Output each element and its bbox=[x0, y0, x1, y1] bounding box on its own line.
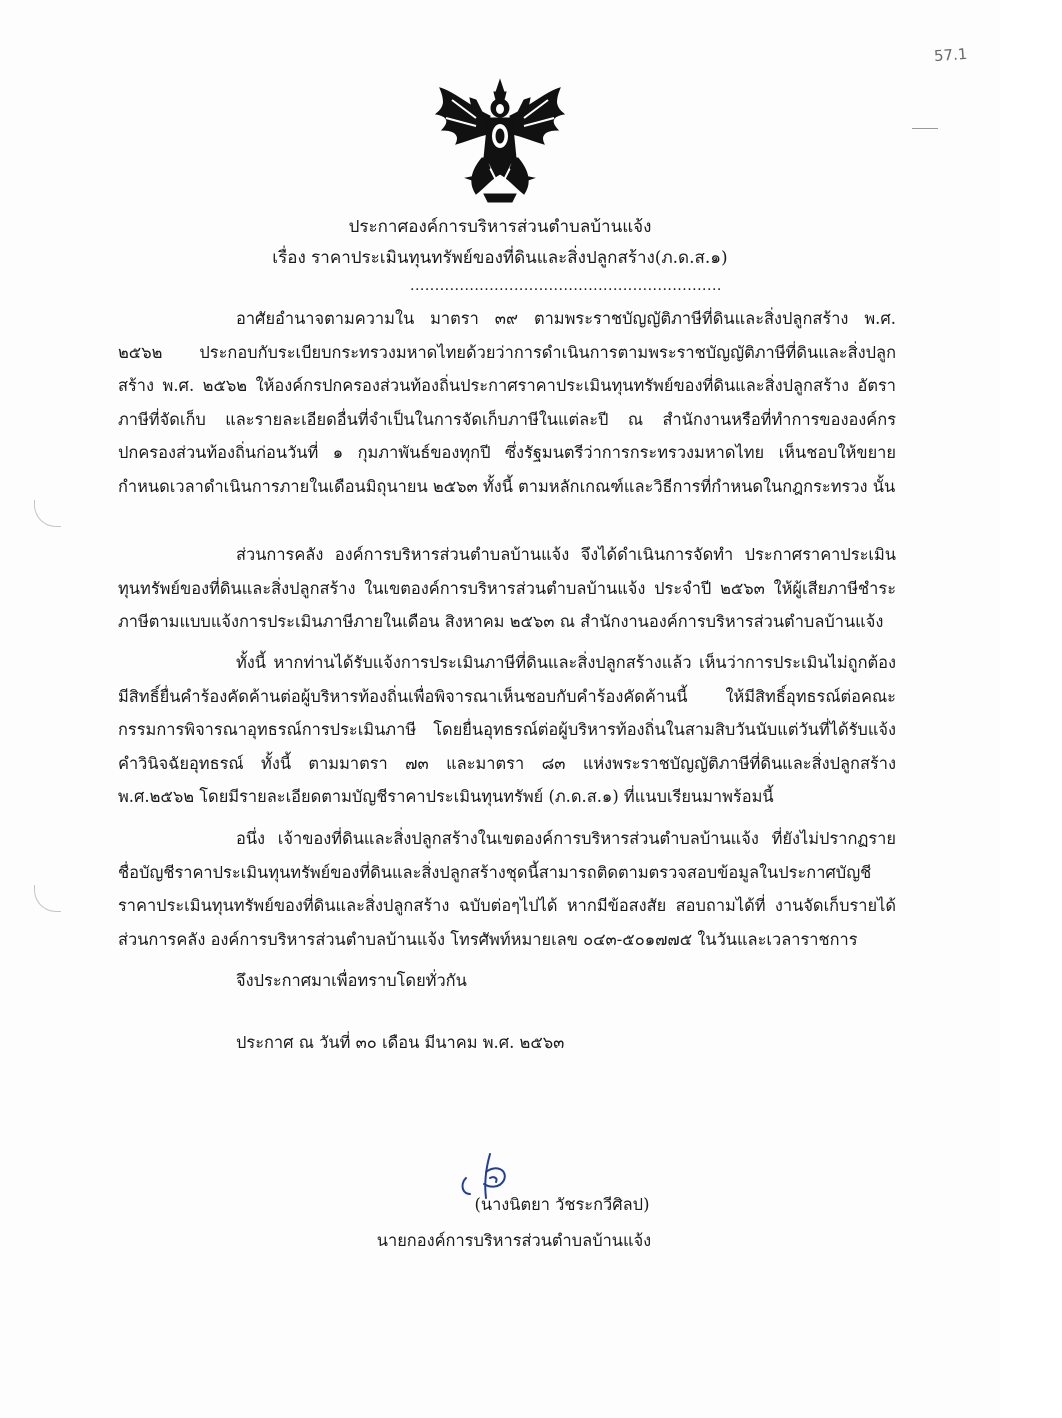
signatory-name: (นางนิตยา วัชระกวีศิลป) bbox=[474, 1195, 650, 1214]
garuda-emblem-icon bbox=[432, 78, 568, 204]
paragraph-text: ทั้งนี้ หากท่านได้รับแจ้งการประเมินภาษีที่ดินและสิ่งปลูกสร้างแล้ว เห็นว่าการประเมินไม่ถูกต้อง มีสิทธิ์ยื่นคำร้องคัดค้านต่อผู้บริหารท้องถิ่นเพื่อพิจารณาเห็นชอบกับคำร้องคัดค้านนี้ ให้มีสิทธิ์อุทธรณ์ต่อคณะกรรมการพิจารณาอุทธรณ์การประเมินภาษี โดยยื่นอุทธรณ์ต่อผู้บริหารท้องถิ่นในสามสิบวันนับแต่วันที่ได้รับแจ้งคำวินิจฉัยอุทธรณ์ ทั้งนี้ ตามมาตรา ๗๓ และมาตรา ๘๓ แห่งพระราชบัญญัติภาษีที่ดินและสิ่งปลูกสร้าง พ.ศ.๒๕๖๒ โดยมีรายละเอียดตามบัญชีราคาประเมินทุนทรัพย์ (ภ.ด.ส.๑) ที่แนบเรียนมาพร้อมนี้ bbox=[118, 653, 896, 807]
punch-hole-mark bbox=[34, 500, 61, 527]
page-number-mark: 57.1 bbox=[933, 44, 968, 66]
paragraph-text: อาศัยอำนาจตามความใน มาตรา ๓๙ ตามพระราชบัญญัติภาษีที่ดินและสิ่งปลูกสร้าง พ.ศ. ๒๕๖๒ ประกอบกับระเบียบกระทรวงมหาดไทยด้วยว่าการดำเนินการตามพระราชบัญญัติภาษีที่ดินและสิ่งปลูกสร้าง พ.ศ. ๒๕๖๒ ให้องค์กรปกครองส่วนท้องถิ่นประกาศราคาประเมินทุนทรัพย์ของที่ดินและสิ่งปลูกสร้าง อัตราภาษีที่จัดเก็บ และรายละเอียดอื่นที่จำเป็นในการจัดเก็บภาษีในแต่ละปี ณ สำนักงานหรือที่ทำการขององค์กรปกครองส่วนท้องถิ่นก่อนวันที่ ๑ กุมภาพันธ์ของทุกปี ซึ่งรัฐมนตรีว่าการกระทรวงมหาดไทย เห็นชอบให้ขยายกำหนดเวลาดำเนินการภายในเดือนมิถุนายน ๒๕๖๓ ทั้งนี้ ตามหลักเกณฑ์และวิธีการที่กำหนดในกฎกระทรวง นั้น bbox=[118, 309, 896, 496]
closing-announcement: จึงประกาศมาเพื่อทราบโดยทั่วกัน bbox=[236, 971, 467, 990]
paragraph-text: อนึ่ง เจ้าของที่ดินและสิ่งปลูกสร้างในเขตองค์การบริหารส่วนตำบลบ้านแจ้ง ที่ยังไม่ปรากฏรายชื่อบัญชีราคาประเมินทุนทรัพย์ของที่ดินและสิ่งปลูกสร้างชุดนี้สามารถติดตามตรวจสอบข้อมูลในประกาศบัญชีราคาประเมินทุนทรัพย์ของที่ดินและสิ่งปลูกสร้าง ฉบับต่อๆไปได้ หากมีข้อสงสัย สอบถามได้ที่ งานจัดเก็บรายได้ ส่วนการคลัง องค์การบริหารส่วนตำบลบ้านแจ้ง โทรศัพท์หมายเลข ๐๔๓-๕๐๑๗๗๕ ในวันและเวลาราชการ bbox=[118, 829, 896, 949]
document-subject: เรื่อง ราคาประเมินทุนทรัพย์ของที่ดินและสิ่งปลูกสร้าง(ภ.ด.ส.๑) bbox=[272, 248, 728, 268]
paragraph-text: ส่วนการคลัง องค์การบริหารส่วนตำบลบ้านแจ้ง จึงได้ดำเนินการจัดทำ ประกาศราคาประเมินทุนทรัพย์ของที่ดินและสิ่งปลูกสร้าง ในเขตองค์การบริหารส่วนตำบลบ้านแจ้ง ประจำปี ๒๕๖๓ ให้ผู้เสียภาษีชำระภาษีตามแบบแจ้งการประเมินภาษีภายในเดือน สิงหาคม ๒๕๖๓ ณ สำนักงานองค์การบริหารส่วนตำบลบ้านแจ้ง bbox=[118, 545, 896, 632]
title-separator: ............................................................... bbox=[410, 278, 722, 294]
body-paragraph bbox=[118, 822, 896, 956]
body-paragraph bbox=[118, 302, 896, 504]
body-paragraph bbox=[118, 646, 896, 814]
announcement-date: ประกาศ ณ วันที่ ๓๐ เดือน มีนาคม พ.ศ. ๒๕๖๓ bbox=[236, 1033, 565, 1052]
punch-hole-mark bbox=[34, 885, 61, 912]
document-title: ประกาศองค์การบริหารส่วนตำบลบ้านแจ้ง bbox=[348, 217, 652, 237]
body-paragraph bbox=[118, 538, 896, 639]
stray-pen-mark bbox=[912, 128, 938, 129]
signatory-position: นายกองค์การบริหารส่วนตำบลบ้านแจ้ง bbox=[376, 1231, 652, 1250]
